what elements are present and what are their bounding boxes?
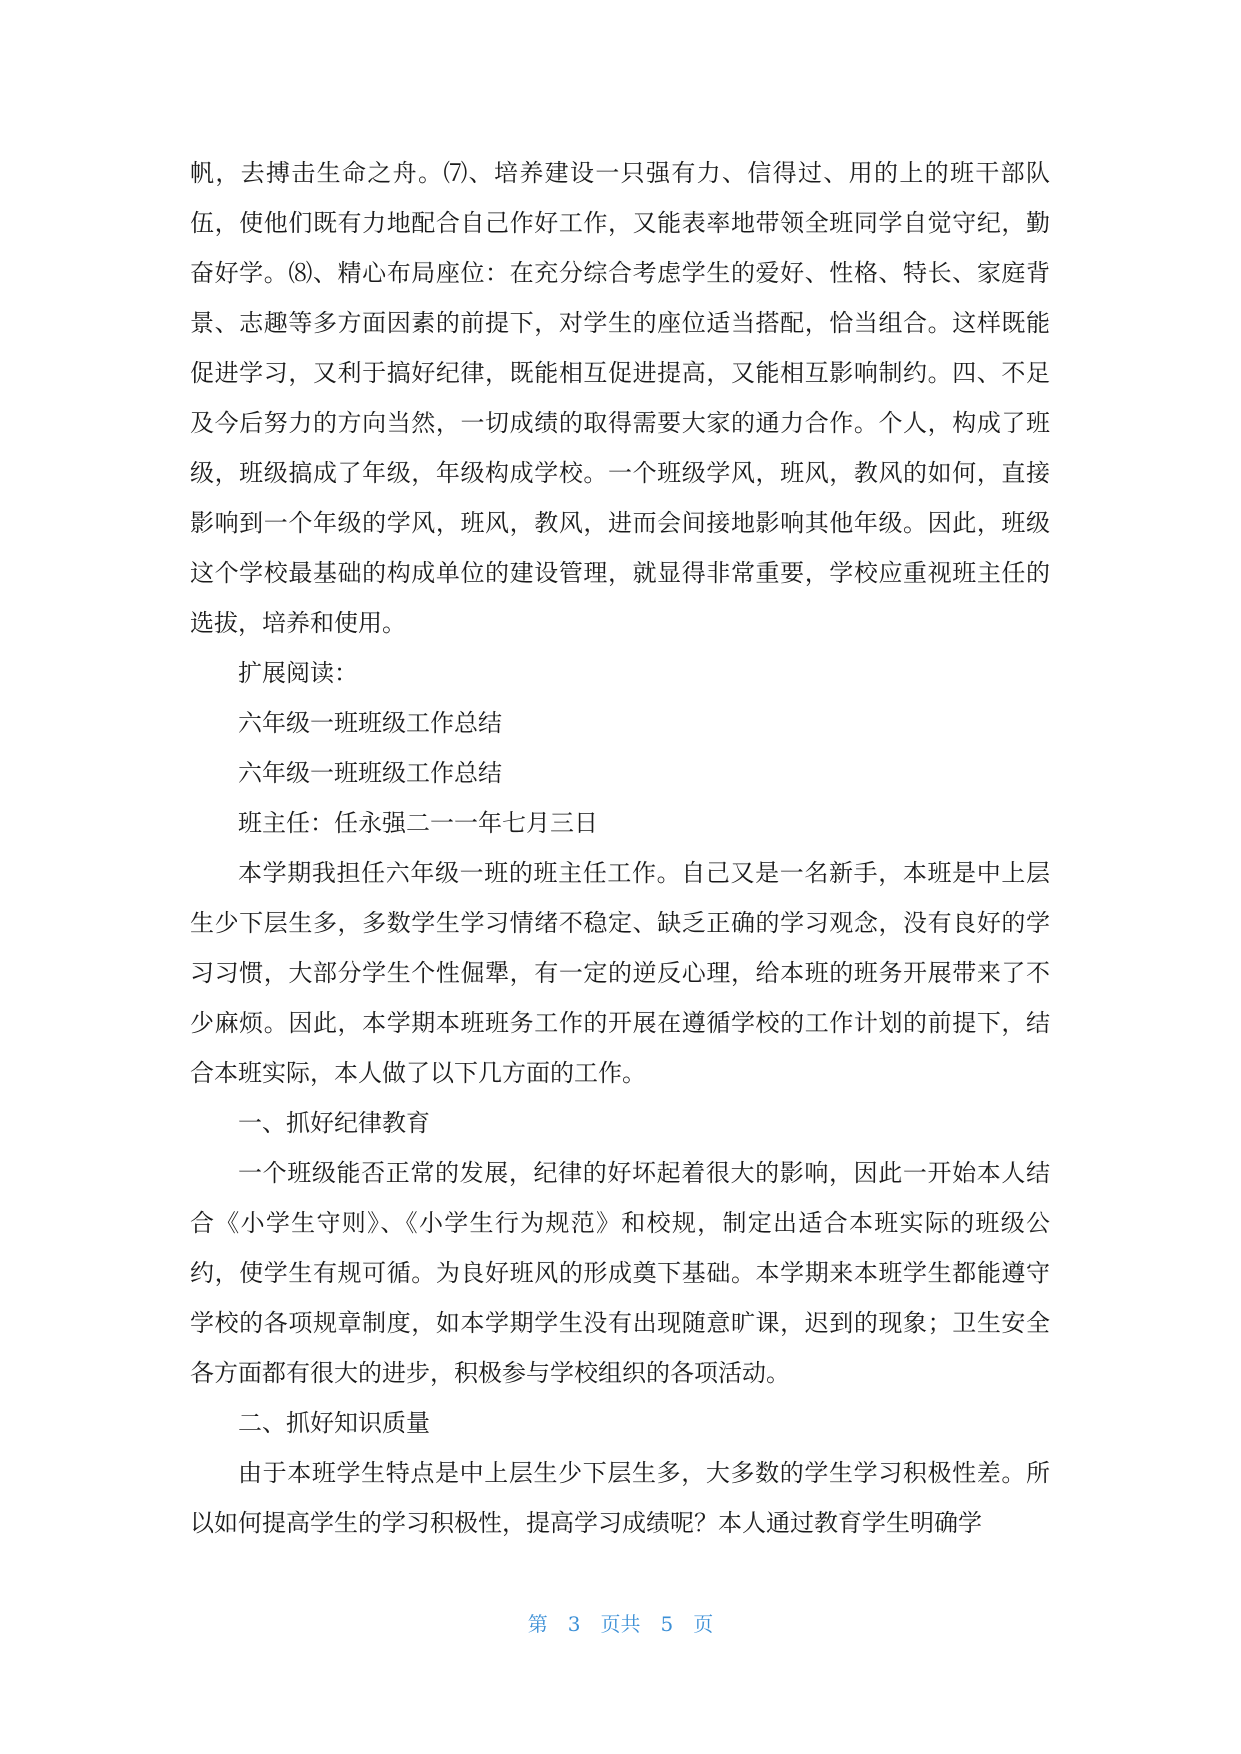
paragraph-knowledge: 由于本班学生特点是中上层生少下层生多，大多数的学生学习积极性差。所以如何提高学生的学习积极性，提高学习成绩呢？本人通过教育学生明确学 — [190, 1459, 1050, 1537]
paragraph-extended-reading-label: 扩展阅读： — [238, 659, 358, 687]
paragraph-title-1: 六年级一班班级工作总结 — [238, 709, 502, 737]
footer-label-page: 第 — [527, 1612, 548, 1636]
paragraph-discipline: 一个班级能否正常的发展，纪律的好坏起着很大的影响，因此一开始本人结合《小学生守则》、《小学生行为规范》和校规，制定出适合本班实际的班级公约，使学生有规可循。为良好班风的形成奠下基础。本学期来本班学生都能遵守学校的各项规章制度，如本学期学生没有出现随意旷课，迟到的现象；卫生安全各方面都有很大的进步，积极参与学校组织的各项活动。 — [190, 1159, 1050, 1387]
footer-total-pages: 5 — [660, 1612, 674, 1636]
paragraph-author-date: 班主任：任永强二一一年七月三日 — [238, 809, 598, 837]
footer-current-page: 3 — [567, 1612, 581, 1636]
paragraph-title-2: 六年级一班班级工作总结 — [238, 759, 502, 787]
paragraph-intro: 本学期我担任六年级一班的班主任工作。自己又是一名新手，本班是中上层生少下层生多，多数学生学习情绪不稳定、缺乏正确的学习观念，没有良好的学习习惯，大部分学生个性倔犟，有一定的逆反心理，给本班的班务开展带来了不少麻烦。因此，本学期本班班务工作的开展在遵循学校的工作计划的前提下，结合本班实际，本人做了以下几方面的工作。 — [190, 859, 1050, 1087]
document-body — [190, 148, 1050, 1548]
paragraph-continuation: 帆，去搏击生命之舟。⑺、培养建设一只强有力、信得过、用的上的班干部队伍，使他们既有力地配合自己作好工作，又能表率地带领全班同学自觉守纪，勤奋好学。⑻、精心布局座位：在充分综合考虑学生的爱好、性格、特长、家庭背景、志趣等多方面因素的前提下，对学生的座位适当搭配，恰当组合。这样既能促进学习，又利于搞好纪律，既能相互促进提高，又能相互影响制约。四、不足及今后努力的方向当然，一切成绩的取得需要大家的通力合作。个人，构成了班级，班级搞成了年级，年级构成学校。一个班级学风，班风，教风的如何，直接影响到一个年级的学风，班风，教风，进而会间接地影响其他年级。因此，班级这个学校最基础的构成单位的建设管理，就显得非常重要，学校应重视班主任的选拔，培养和使用。 — [190, 159, 1050, 637]
section-heading-discipline: 一、抓好纪律教育 — [238, 1109, 430, 1137]
footer-label-end: 页 — [693, 1612, 714, 1636]
section-heading-knowledge: 二、抓好知识质量 — [238, 1409, 430, 1437]
footer-label-of: 页共 — [600, 1612, 641, 1636]
page-footer — [0, 1608, 1241, 1637]
